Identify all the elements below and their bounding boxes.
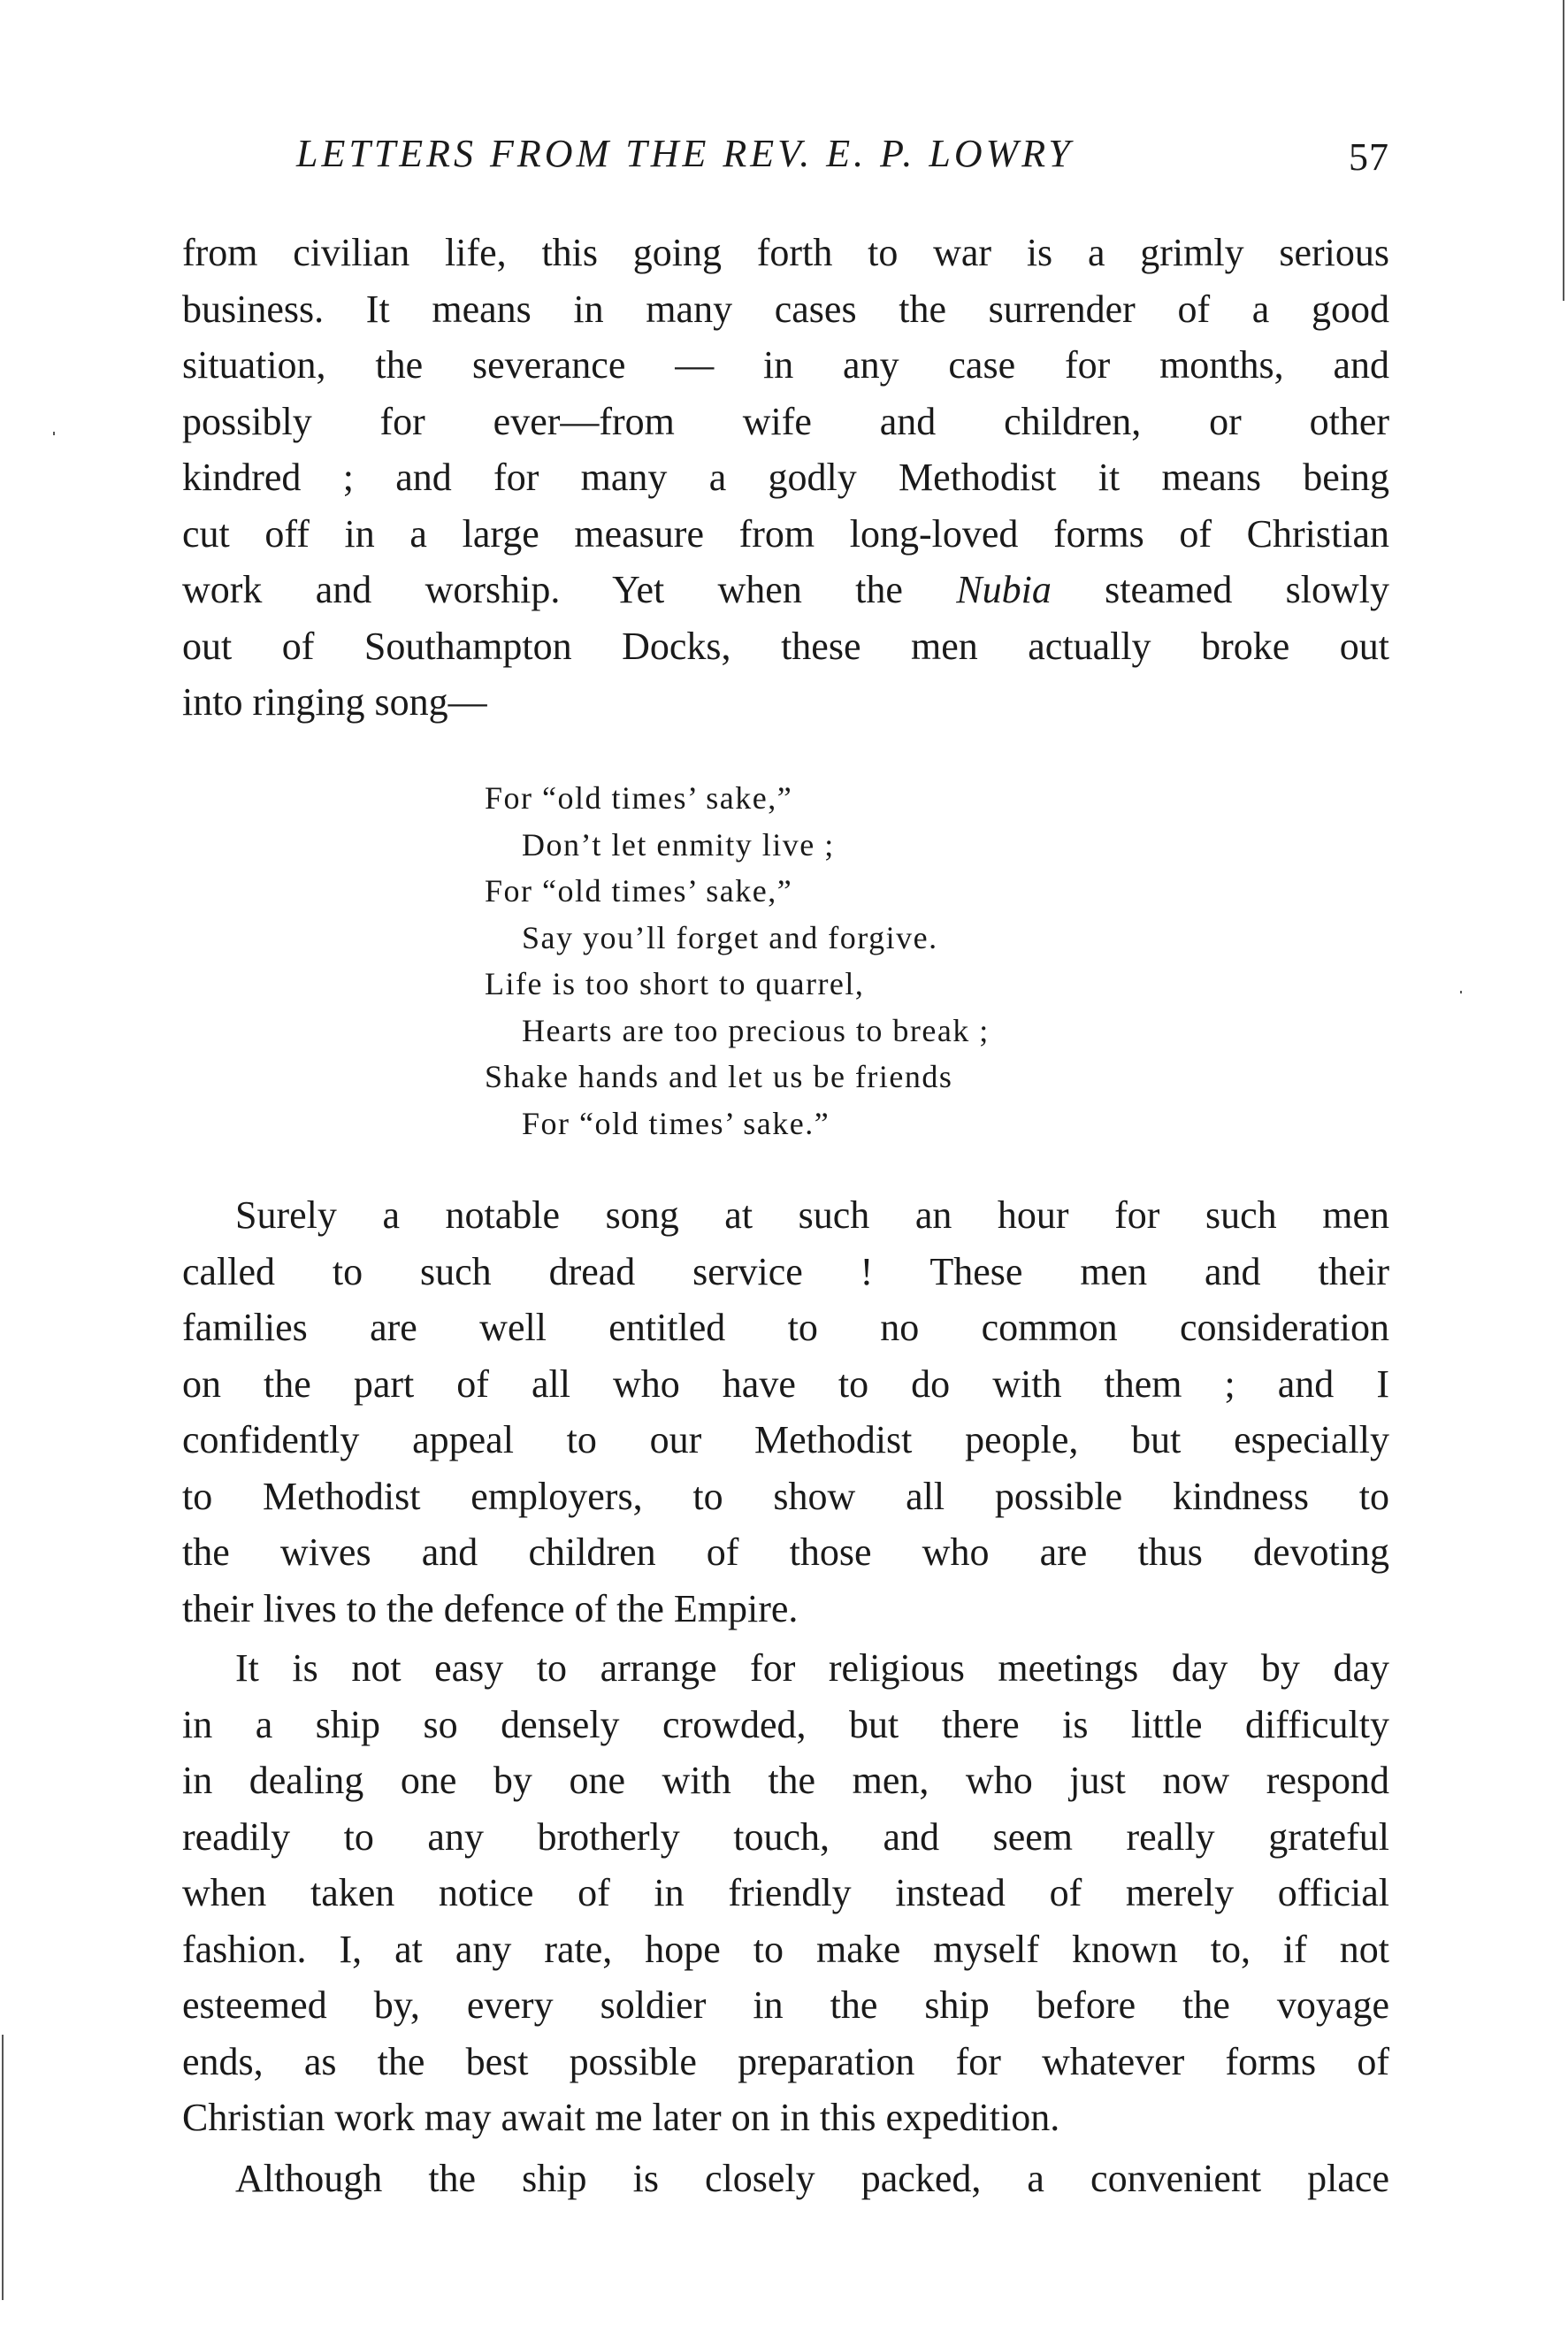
paragraph-1 [182,225,1389,731]
verse-line: For “old times’ sake.” [522,1105,830,1141]
text-line: out of Southampton Docks, these men actually broke out [182,624,1389,668]
text-line-with-ship-name: work and worship. Yet when the Nubia steamed slowly [182,568,1389,611]
verse-line: For “old times’ sake,” [485,780,793,816]
text-line: It is not easy to arrange for religious meetings day by day [235,1646,1389,1690]
text-line: Surely a notable song at such an hour for such men [235,1193,1389,1237]
verse-line: Life is too short to quarrel, [485,966,865,1001]
text-line: confidently appeal to our Methodist people, but especially [182,1418,1389,1461]
text-line: esteemed by, every soldier in the ship before the voyage [182,1983,1389,2027]
verse-line: Shake hands and let us be friends [485,1059,953,1094]
text-line: in dealing one by one with the men, who just now respond [182,1759,1389,1802]
paragraph-3 [182,1640,1389,2146]
text-line: when taken notice of in friendly instead of merely official [182,1871,1389,1914]
scan-speck [53,432,55,435]
text-line: business. It means in many cases the surrender of a good [182,287,1389,331]
running-title: LETTERS FROM THE REV. E. P. LOWRY [296,132,1074,175]
page-edge-line [2,2035,4,2300]
text-line: cut off in a large measure from long-loved forms of Christian [182,511,1389,556]
text-line: called to such dread service ! These men and their [182,1249,1389,1293]
text-line: from civilian life, this going forth to war is a grimly serious [182,231,1389,274]
running-head [296,131,1389,184]
verse-line: Don’t let enmity live ; [522,826,835,863]
text-line: their lives to the defence of the Empire. [182,1586,799,1630]
page-edge-line [1563,0,1564,301]
text-line: on the part of all who have to do with them ; and I [182,1361,1389,1406]
verse-line: Hearts are too precious to break ; [522,1012,990,1048]
text-line: readily to any brotherly touch, and seem really grateful [182,1814,1389,1859]
text-line: Although the ship is closely packed, a convenient place [235,2157,1389,2200]
scan-speck [1460,991,1462,993]
text-line: kindred ; and for many a godly Methodist it means being [182,456,1389,499]
text-line: to Methodist employers, to show all possible kindness to [182,1474,1389,1518]
verse-line: For “old times’ sake,” [485,873,793,909]
song-verse [485,775,990,1146]
text-line: ends, as the best possible preparation for whatever forms of [182,2039,1389,2083]
text-line: possibly for ever—from wife and children, or other [182,399,1389,443]
verse-line: Say you’ll forget and forgive. [522,919,938,955]
text-line: the wives and children of those who are thus devoting [182,1530,1389,1574]
ship-name: Nubia [956,568,1052,611]
text-line: Christian work may await me later on in this expedition. [182,2096,1060,2139]
text-line: fashion. I, at any rate, hope to make myself known to, if not [182,1927,1389,1971]
text-line: families are well entitled to no common consideration [182,1306,1389,1349]
paragraph-4 [182,2151,1389,2207]
text-line: into ringing song— [182,680,487,724]
text-line: in a ship so densely crowded, but there is little difficulty [182,1702,1389,1746]
text-line: situation, the severance — in any case for months, and [182,343,1389,387]
paragraph-2 [182,1187,1389,1637]
page-number: 57 [1349,135,1389,179]
